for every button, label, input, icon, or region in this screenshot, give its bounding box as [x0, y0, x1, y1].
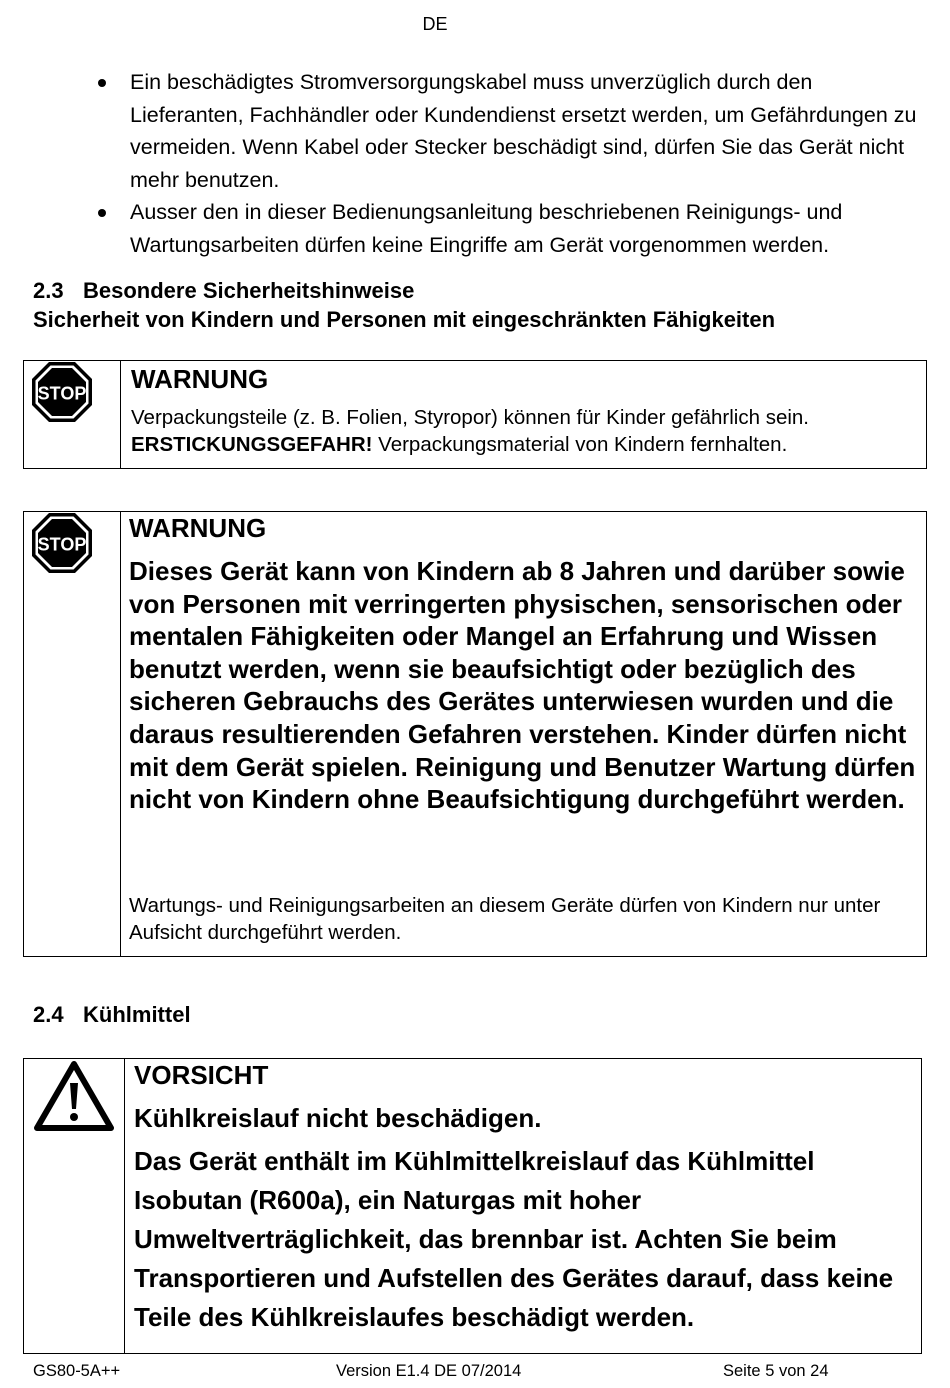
warning-box-packaging — [23, 360, 927, 469]
caution-headline: Kühlkreislauf nicht beschädigen. — [134, 1103, 542, 1133]
footer-page-number: Seite 5 von 24 — [723, 1362, 829, 1380]
caution-box-coolant — [23, 1058, 922, 1354]
hazard-keyword: ERSTICKUNGSGEFAHR! — [131, 433, 373, 456]
section-subtitle: Sicherheit von Kindern und Personen mit eingeschränkten Fähigkeiten — [33, 307, 776, 332]
warning-icon-cell — [24, 361, 121, 468]
footer-version: Version E1.4 DE 07/2014 — [336, 1362, 522, 1380]
section-title: Besondere Sicherheitshinweise — [83, 278, 415, 303]
language-header: DE — [422, 14, 448, 34]
list-item-text: Ein beschädigtes Stromversorgungskabel muss unverzüglich durch den Lieferanten, Fachhändler oder Kundendienst ersetzt werden, um Gefährdungen zu vermeiden. Wenn Kabel oder Stecker beschädigt sind, dürfen Sie das Gerät nicht mehr benutzen. — [130, 70, 917, 192]
signal-word: WARNUNG — [131, 364, 269, 394]
caution-text: Das Gerät enthält im Kühlmittelkreislauf das Kühlmittel Isobutan (R600a), ein Naturgas mit hoher Umweltverträglichkeit, das brennbar ist. Achten Sie beim Transportieren und Aufstellen des Gerätes darauf, dass keine Teile des Kühlkreislaufes beschädigt werden. — [134, 1146, 894, 1332]
bullet-icon — [98, 79, 106, 87]
section-heading-2-4 — [33, 1002, 191, 1028]
list-item — [98, 66, 918, 196]
section-title: Kühlmittel — [83, 1002, 191, 1027]
stop-sign-label: STOP — [37, 534, 87, 555]
bullet-icon — [98, 209, 106, 217]
signal-word: VORSICHT — [134, 1060, 269, 1090]
warning-icon-cell — [24, 512, 121, 956]
section-number: 2.3 — [33, 278, 64, 303]
warning-instruction: Verpackungsmaterial von Kindern fernhalten. — [372, 433, 788, 456]
stop-sign-label: STOP — [37, 383, 87, 404]
bullet-list — [98, 66, 918, 261]
section-number: 2.4 — [33, 1002, 64, 1027]
warning-bold-text: Dieses Gerät kann von Kindern ab 8 Jahren und darüber sowie von Personen mit verringerten physischen, sensorischen oder mentalen Fähigkeiten oder Mangel an Erfahrung und Wissen benutzt werden, wenn sie beaufsichtigt oder bezüglich des sicheren Gebrauchs des Gerätes unterwiesen wurden und die daraus resultierenden Gefahren verstehen. Kinder dürfen nicht mit dem Gerät spielen. Reinigung und Benutzer Wartung dürfen nicht von Kindern ohne Beaufsichtigung durchgeführt werden. — [129, 556, 916, 815]
warning-text-line: Verpackungsteile (z. B. Folien, Styropor) können für Kinder gefährlich sein. — [131, 406, 809, 429]
stop-sign-icon — [31, 361, 93, 423]
signal-word: WARNUNG — [129, 513, 267, 543]
list-item — [98, 196, 918, 261]
footer-model: GS80-5A++ — [33, 1362, 121, 1380]
stop-sign-icon — [31, 512, 93, 574]
warning-triangle-icon — [34, 1061, 114, 1131]
caution-icon-cell — [24, 1059, 125, 1353]
warning-box-children — [23, 511, 927, 957]
list-item-text: Ausser den in dieser Bedienungsanleitung beschriebenen Reinigungs- und Wartungsarbeiten dürfen keine Eingriffe am Gerät vorgenommen werden. — [130, 200, 843, 257]
warning-text-line — [131, 431, 921, 458]
section-heading-2-3 — [33, 278, 414, 304]
warning-text: Wartungs- und Reinigungsarbeiten an diesem Geräte dürfen von Kindern nur unter Aufsicht durchgeführt werden. — [129, 894, 881, 944]
warning-text — [131, 404, 921, 458]
